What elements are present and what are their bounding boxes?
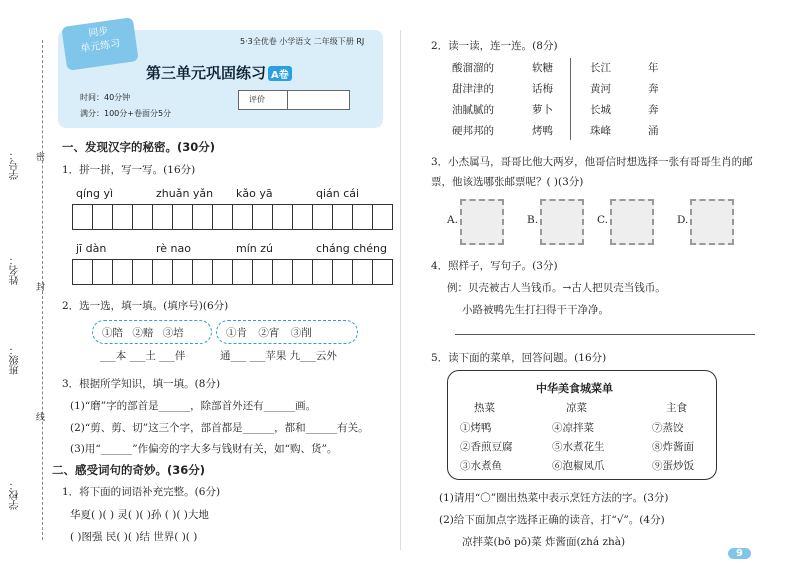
writing-grid[interactable] (72, 204, 153, 230)
connect-item: 油腻腻的 (452, 104, 494, 116)
menu-item: ⑧炸酱面 (652, 441, 694, 453)
writing-grid[interactable] (232, 259, 313, 285)
section-1: 一、发现汉字的秘密。(30分) (62, 140, 216, 154)
writing-grid[interactable] (152, 259, 233, 285)
connect-item: 涌 (648, 125, 659, 137)
connect-item: 长城 (590, 104, 611, 116)
student-id-label: 学号： (10, 150, 21, 180)
menu-title: 中华美食城菜单 (536, 382, 613, 395)
connect-item: 烤鸭 (532, 125, 553, 137)
connect-item: 年 (648, 62, 659, 74)
stamp-image (540, 199, 584, 245)
q4a: 华夏( )( ) 灵( )( )孙 ( )( )大地 (70, 509, 209, 521)
stamp-label[interactable]: B. (527, 214, 539, 226)
pinyin-label: jī dàn (76, 242, 107, 255)
seal-xian: 线 (36, 413, 46, 423)
writing-grid[interactable] (232, 204, 313, 230)
writing-grid[interactable] (312, 259, 393, 285)
options-2: ①肯 ②宵 ③削 (226, 327, 312, 339)
menu-item: ⑥泡椒凤爪 (552, 460, 605, 472)
menu-column-header: 凉菜 (566, 402, 587, 414)
answer-line (455, 334, 755, 335)
r-example-2: 小路被鸭先生打扫得干干净净。 (462, 304, 609, 316)
connect-item: 话梅 (532, 83, 553, 95)
writing-grid[interactable] (72, 259, 153, 285)
ribbon: 同步 单元练习 (61, 17, 138, 71)
q4: 1．将下面的词语补充完整。(6分) (62, 486, 221, 498)
writing-grid[interactable] (152, 204, 233, 230)
fill-1: ___本 ___土 ___伴 (100, 350, 186, 362)
connect-item: 甜津津的 (452, 83, 494, 95)
r-q4: 4．照样子，写句子。(3分) (431, 260, 558, 272)
page-divider (400, 30, 401, 550)
stamp-label[interactable]: A. (447, 214, 458, 226)
menu-item: ⑦蒸饺 (652, 422, 684, 434)
connect-item: 奔 (648, 104, 659, 116)
stamp-label[interactable]: D. (677, 214, 689, 226)
q1: 1．拼一拼，写一写。(16分) (62, 164, 196, 176)
section-2: 二、感受词句的奇妙。(36分) (52, 463, 206, 477)
stamp-image (690, 199, 734, 245)
connect-item: 软糖 (532, 62, 553, 74)
menu-item: ①烤鸭 (460, 422, 492, 434)
connect-item: 珠峰 (590, 125, 611, 137)
class-label: 班级： (10, 345, 21, 375)
score-info: 满分：100分+卷面分5分 (80, 109, 172, 118)
r-q5: 5．读下面的菜单，回答问题。(16分) (431, 352, 607, 364)
q2: 2．选一选，填一填。(填序号)(6分) (62, 300, 229, 312)
connect-item: 酸溜溜的 (452, 62, 494, 74)
school-label: 学校： (10, 480, 21, 510)
r-q2: 2．读一读，连一连。(8分) (431, 40, 558, 52)
q4b: ( )图强 民( )( )结 世界( )( ) (70, 531, 198, 543)
pinyin-label: zhuǎn yǎn (156, 187, 214, 200)
q3a: (1)“磨”字的部首是______，除部首外还有______画。 (70, 400, 317, 412)
pinyin-label: qián cái (316, 187, 360, 200)
connect-item: 奔 (648, 83, 659, 95)
connect-item: 黄河 (590, 83, 611, 95)
menu-item: ④凉拌菜 (552, 422, 594, 434)
q3b: (2)“剪、剪、切”这三个字，部首都是______，都和______有关。 (70, 422, 369, 434)
fill-2: 通___ ___苹果 九___云外 (220, 350, 337, 362)
options-1: ①陪 ②赔 ③培 (102, 327, 184, 339)
r-q5b: (2)给下面加点字选择正确的读音，打“√”。(4分) (439, 514, 665, 526)
menu-item: ②香煎豆腐 (460, 441, 513, 453)
page-title: 第三单元巩固练习 A卷 (146, 62, 292, 83)
r-example: 例：贝壳被古人当钱币。→古人把贝壳当钱币。 (447, 282, 666, 294)
menu-column-header: 热菜 (474, 402, 495, 414)
seal-mi: 密 (36, 153, 46, 163)
student-name-label: 姓名： (10, 255, 21, 285)
pinyin-label: rè nao (156, 242, 191, 255)
menu-item: ⑤水煮花生 (552, 441, 605, 453)
stamp-image (610, 199, 654, 245)
connect-divider (570, 58, 571, 140)
connect-item: 硬邦邦的 (452, 125, 494, 137)
pinyin-label: mín zú (236, 242, 273, 255)
badge-a: A卷 (268, 66, 292, 81)
r-q5c: 凉拌菜(bō pō)菜 炸酱面(zhá zhà) (462, 536, 626, 548)
eval-box: 评价 (238, 90, 350, 110)
r-q5a: (1)请用“〇”圈出热菜中表示烹饪方法的字。(3分) (439, 492, 669, 504)
page-number: 9 (728, 548, 751, 559)
stamp-image (460, 199, 504, 245)
menu-item: ③水煮鱼 (460, 460, 502, 472)
writing-grid[interactable] (312, 204, 393, 230)
book-info: 5·3全优卷 小学语文 二年级下册 RJ (240, 37, 365, 46)
connect-item: 长江 (590, 62, 611, 74)
time-info: 时间：40分钟 (80, 93, 131, 102)
menu-column-header: 主食 (666, 402, 687, 414)
r-q3: 3．小杰属马，哥哥比他大两岁，他哥信时想选择一张有哥哥生肖的邮票，他该选哪张邮票呢？( )(3分) (431, 156, 753, 188)
pinyin-label: kǎo yā (236, 187, 273, 200)
pinyin-label: qíng yì (76, 187, 114, 200)
q3: 3．根据所学知识，填一填。(8分) (62, 378, 221, 390)
pinyin-label: cháng chéng (316, 242, 387, 255)
menu-item: ⑨蛋炒饭 (652, 460, 694, 472)
connect-item: 萝卜 (532, 104, 553, 116)
q3c: (3)用“______”作偏旁的字大多与钱财有关，如“购、货”。 (70, 443, 338, 455)
stamp-label[interactable]: C. (597, 214, 608, 226)
seal-feng: 封 (36, 283, 46, 293)
